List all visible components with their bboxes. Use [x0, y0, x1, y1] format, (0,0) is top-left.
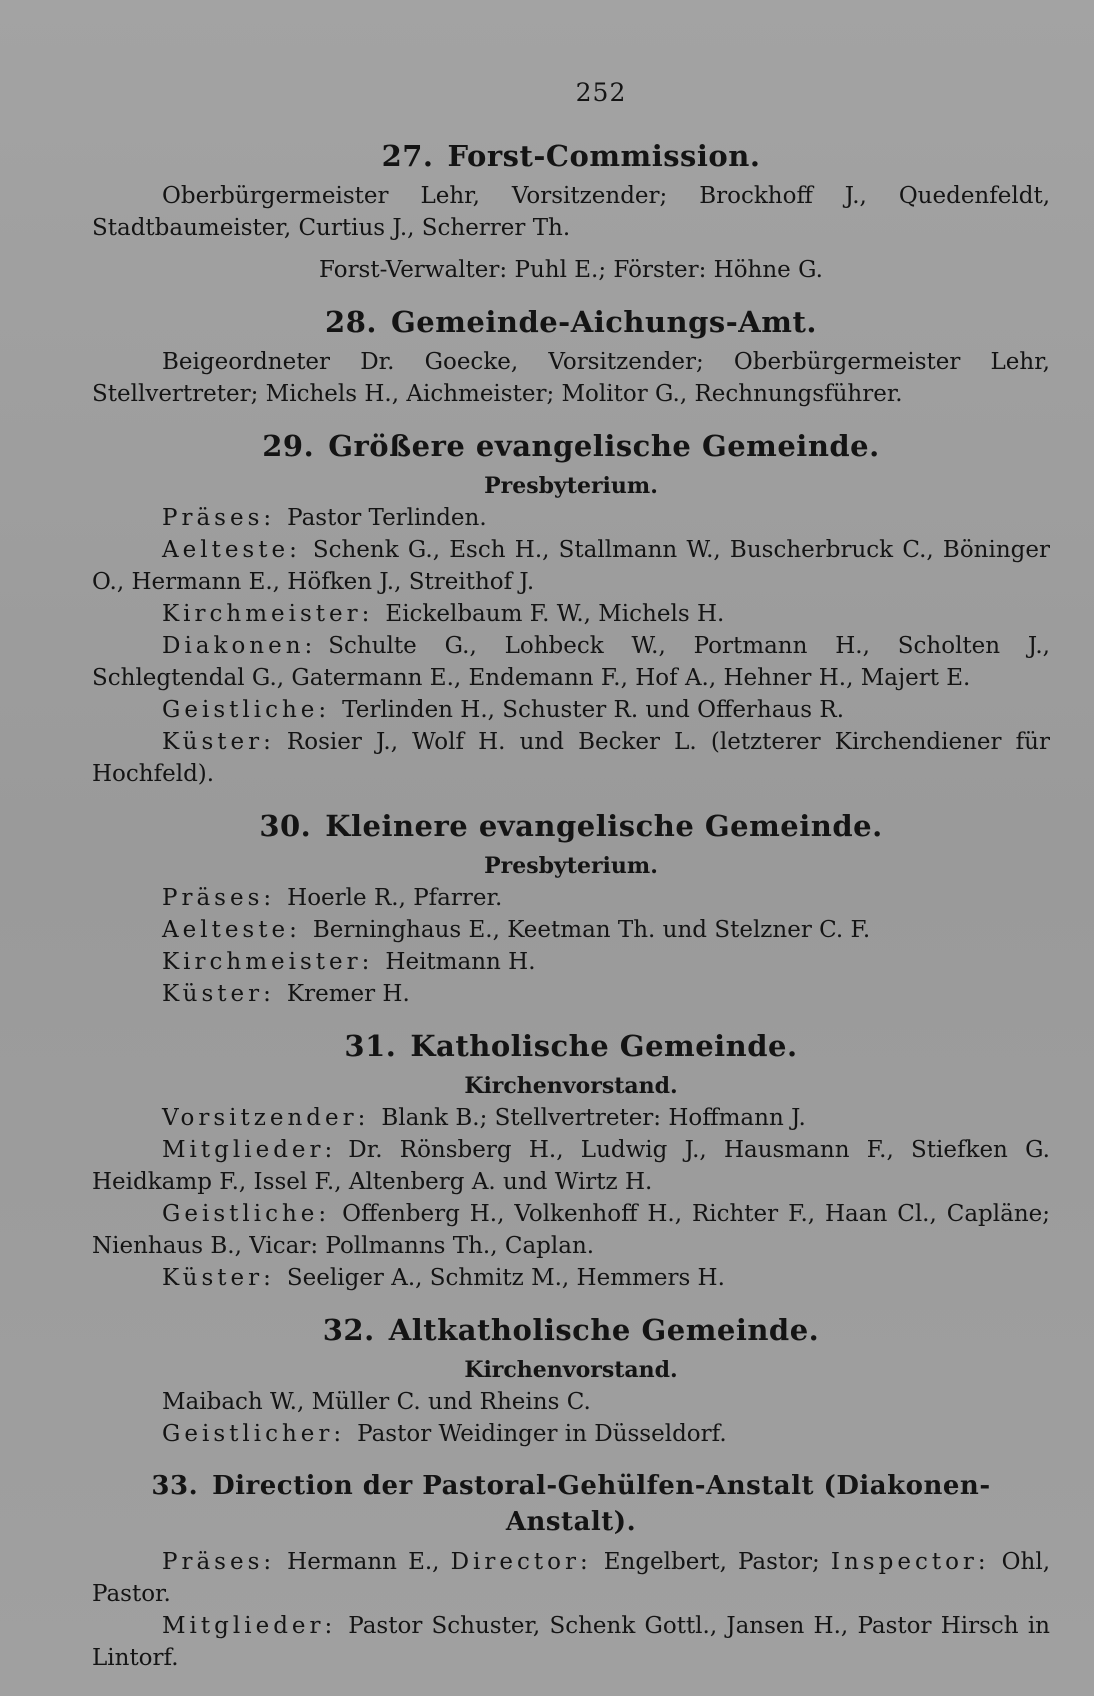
- paragraph: Forst-Verwalter: Puhl E.; Förster: Höhne G.: [319, 257, 823, 283]
- entry-praeses: [92, 502, 1050, 534]
- entry-label: Mitglieder:: [162, 1137, 337, 1163]
- entry-label: Küster:: [162, 1265, 275, 1291]
- entry-label: Präses:: [162, 885, 276, 911]
- entry-value: Seeliger A., Schmitz M., Hemmers H.: [286, 1265, 725, 1291]
- entry-value: Hermann E.,: [287, 1549, 440, 1575]
- section-number: 28.: [325, 305, 377, 339]
- section-29-heading: [92, 428, 1050, 464]
- entry-value: Hoerle R., Pfarrer.: [287, 885, 503, 911]
- entry-kirchmeister: [92, 946, 1050, 978]
- subheading: Kirchenvorstand.: [464, 1357, 678, 1383]
- entry-value: Heitmann H.: [385, 949, 536, 975]
- section-32: [92, 1312, 1050, 1450]
- section-title: Forst-Commission.: [447, 139, 761, 173]
- section-31: [92, 1028, 1050, 1294]
- entry-value: Offenberg H., Volkenhoff H., Richter F., Haan Cl., Capläne; Nienhaus B., Vicar: Pollmanns Th., Caplan.: [92, 1201, 1050, 1259]
- section-29: [92, 428, 1050, 790]
- entry-aelteste: [92, 914, 1050, 946]
- section-30: [92, 808, 1050, 1010]
- entry-label: Geistliche:: [162, 697, 331, 723]
- entry-label: Küster:: [162, 981, 275, 1007]
- entry-label: Präses:: [162, 505, 276, 531]
- entry-label: Inspector:: [830, 1549, 990, 1575]
- section-number: 32.: [322, 1313, 375, 1347]
- entry-value: Engelbert, Pastor;: [603, 1549, 820, 1575]
- section-30-heading: [92, 808, 1050, 844]
- paragraph: Beigeordneter Dr. Goecke, Vorsitzender; Oberbürgermeister Lehr, Stellvertreter; Michels H., Aichmeister; Molitor G., Rechnungsführer.: [92, 349, 1050, 407]
- section-33: [92, 1468, 1050, 1674]
- subheading: Kirchenvorstand.: [464, 1073, 678, 1099]
- entry-label: Geistlicher:: [162, 1421, 346, 1447]
- entry-praeses: [92, 882, 1050, 914]
- subheading: Presbyterium.: [484, 473, 658, 499]
- entry-geistlicher: [92, 1418, 1050, 1450]
- section-28-heading: [92, 304, 1050, 340]
- entry-vorsitz: [92, 1102, 1050, 1134]
- entry-kuester: [92, 978, 1050, 1010]
- page-number: 252: [575, 78, 627, 107]
- entry-praeses: [92, 1546, 1050, 1610]
- entry-label: Aelteste:: [162, 537, 301, 563]
- section-28: [92, 304, 1050, 410]
- entry-value: Schenk G., Esch H., Stallmann W., Buscherbruck C., Böninger O., Hermann E., Höfken J., Streithof J.: [92, 537, 1050, 595]
- entry-label: Aelteste:: [162, 917, 301, 943]
- entry-mitglieder: [92, 1610, 1050, 1674]
- section-number: 29.: [262, 429, 315, 463]
- section-33-heading: [92, 1468, 1050, 1540]
- entry-value: Pastor Schuster, Schenk Gottl., Jansen H., Pastor Hirsch in Lintorf.: [92, 1613, 1050, 1671]
- entry-value: Rosier J., Wolf H. und Becker L. (letzterer Kirchendiener für Hochfeld).: [92, 729, 1050, 787]
- section-title: Gemeinde-Aichungs-Amt.: [390, 305, 817, 339]
- entry-kirchmeister: [92, 598, 1050, 630]
- entry-aelteste: [92, 534, 1050, 598]
- subheading: Presbyterium.: [484, 853, 658, 879]
- entry-value: Ohl, Pastor.: [92, 1549, 1051, 1607]
- entry-label: Vorsitzender:: [162, 1105, 370, 1131]
- entry-geistliche: [92, 1198, 1050, 1262]
- section-title: Kleinere evangelische Gemeinde.: [325, 809, 883, 843]
- entry-label: Mitglieder:: [162, 1613, 337, 1639]
- entry-kuester: [92, 1262, 1050, 1294]
- entry-value: Terlinden H., Schuster R. und Offerhaus R.: [342, 697, 845, 723]
- section-title: Größere evangelische Gemeinde.: [328, 429, 880, 463]
- entry-value: Pastor Weidinger in Düsseldorf.: [357, 1421, 727, 1447]
- section-31-heading: [92, 1028, 1050, 1064]
- entry-label: Präses:: [162, 1549, 276, 1575]
- entry-label: Küster:: [162, 729, 275, 755]
- entry-value: Eickelbaum F. W., Michels H.: [385, 601, 725, 627]
- entry-value: Berninghaus E., Keetman Th. und Stelzner C. F.: [312, 917, 871, 943]
- entry-geistliche: [92, 694, 1050, 726]
- entry-label: Kirchmeister:: [162, 949, 374, 975]
- entry-value: Blank B.; Stellvertreter: Hoffmann J.: [381, 1105, 806, 1131]
- entry-label: Director:: [450, 1549, 592, 1575]
- section-title: Direction der Pastoral-Gehülfen-Anstalt (Diakonen-Anstalt).: [212, 1471, 991, 1537]
- entry-label: Diakonen:: [162, 633, 317, 659]
- section-number: 30.: [259, 809, 312, 843]
- entry-label: Kirchmeister:: [162, 601, 374, 627]
- section-27-heading: [92, 138, 1050, 174]
- section-title: Katholische Gemeinde.: [410, 1029, 798, 1063]
- section-number: 33.: [151, 1471, 199, 1501]
- section-number: 31.: [344, 1029, 397, 1063]
- section-title: Altkatholische Gemeinde.: [388, 1313, 820, 1347]
- entry-mitglieder: [92, 1134, 1050, 1198]
- paragraph: Oberbürgermeister Lehr, Vorsitzender; Brockhoff J., Quedenfeldt, Stadtbaumeister, Curtius J., Scherrer Th.: [92, 183, 1050, 241]
- entry-value: Kremer H.: [286, 981, 410, 1007]
- entry-value: Schulte G., Lohbeck W., Portmann H., Scholten J., Schlegtendal G., Gatermann E., Endemann F., Hof A., Hehner H., Majert E.: [92, 633, 1050, 691]
- entry-diakonen: [92, 630, 1050, 694]
- entry-value: Dr. Rönsberg H., Ludwig J., Hausmann F., Stiefken G. Heidkamp F., Issel F., Altenberg A. und Wirtz H.: [92, 1137, 1050, 1195]
- section-number: 27.: [381, 139, 434, 173]
- entry-kuester: [92, 726, 1050, 790]
- section-32-heading: [92, 1312, 1050, 1348]
- paragraph: Maibach W., Müller C. und Rheins C.: [162, 1389, 591, 1415]
- entry-label: Geistliche:: [162, 1201, 331, 1227]
- section-27: [92, 138, 1050, 286]
- entry-value: Pastor Terlinden.: [287, 505, 487, 531]
